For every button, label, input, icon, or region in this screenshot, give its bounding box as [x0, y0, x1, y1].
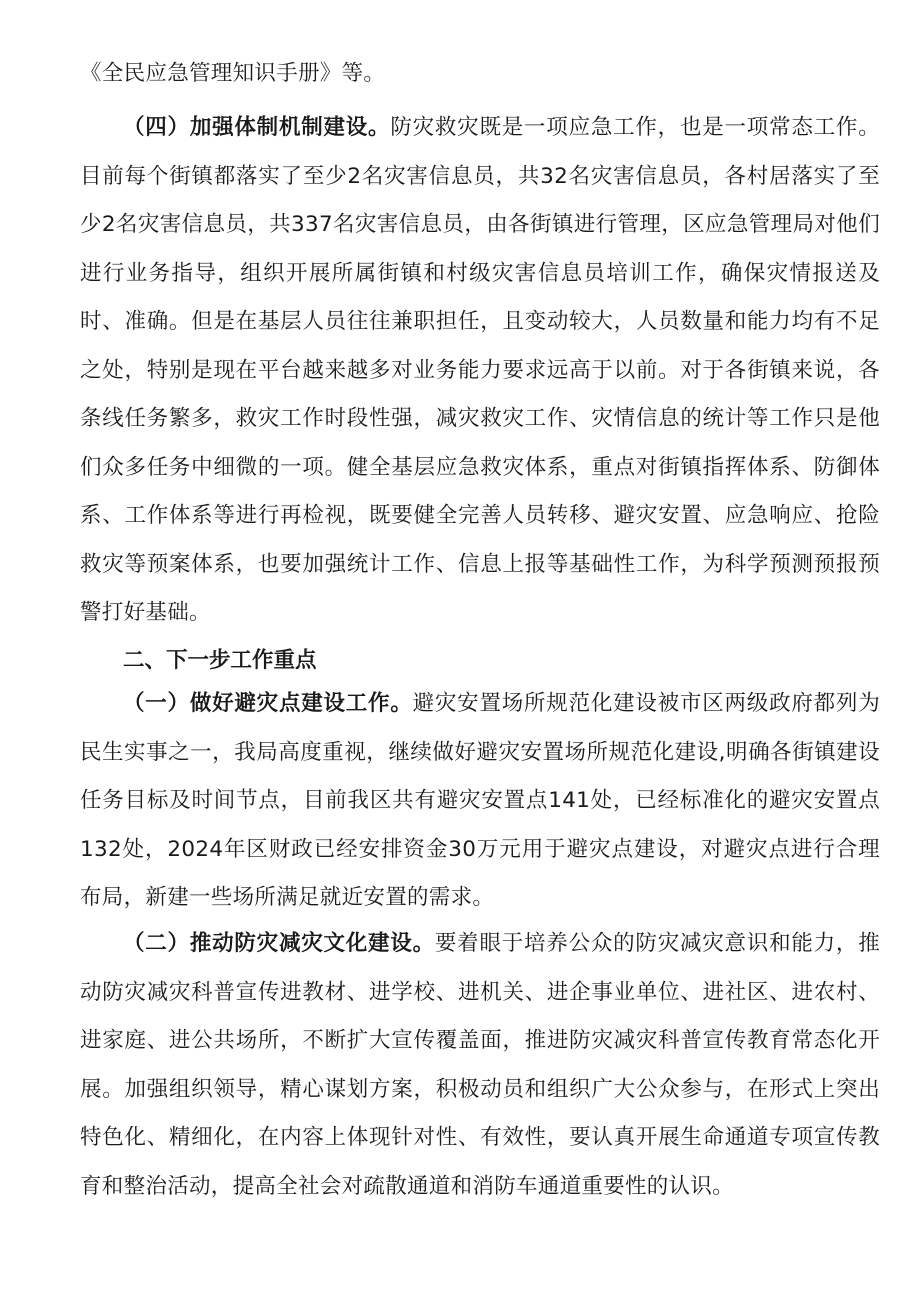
item-1-title: （一）做好避灾点建设工作。 — [123, 691, 413, 716]
paragraph-section-4 — [80, 104, 880, 638]
paragraph-fragment: 《全民应急管理知识手册》等。 — [80, 61, 386, 86]
heading-next-steps: 二、下一步工作重点 — [123, 648, 317, 673]
paragraph-item-2 — [80, 920, 880, 1211]
section-4-body: 防灾救灾既是一项应急工作，也是一项常态工作。目前每个街镇都落实了至少2名灾害信息员，共32名灾害信息员，各村居落实了至少2名灾害信息员，共337名灾害信息员，由各街镇进行管理，区应急管理局对他们进行业务指导，组织开展所属街镇和村级灾害信息员培训工作，确保灾情报送及时、准确。但是在基层人员往往兼职担任，且变动较大，人员数量和能力均有不足之处，特别是现在平台越来越多对业务能力要求远高于以前。对于各街镇来说，各条线任务繁多，救灾工作时段性强，减灾救灾工作、灾情信息的统计等工作只是他们众多任务中细微的一项。健全基层应急救灾体系，重点对街镇指挥体系、防御体系、工作体系等进行再检视，既要健全完善人员转移、避灾安置、应急响应、抢险救灾等预案体系，也要加强统计工作、信息上报等基础性工作，为科学预测预报预警打好基础。 — [80, 115, 880, 625]
item-1-body: 避灾安置场所规范化建设被市区两级政府都列为民生实事之一，我局高度重视，继续做好避灾安置场所规范化建设,明确各街镇建设任务目标及时间节点，目前我区共有避灾安置点141处，已经标准化的避灾安置点132处，2024年区财政已经安排资金30万元用于避灾点建设，对避灾点进行合理布局，新建一些场所满足就近安置的需求。 — [80, 691, 880, 910]
paragraph-item-1 — [80, 680, 880, 923]
item-2-body: 要着眼于培养公众的防灾减灾意识和能力，推动防灾减灾科普宣传进教材、进学校、进机关、进企事业单位、进社区、进农村、进家庭、进公共场所，不断扩大宣传覆盖面，推进防灾减灾科普宣传教育常态化开展。加强组织领导，精心谋划方案，积极动员和组织广大公众参与，在形式上突出特色化、精细化，在内容上体现针对性、有效性，要认真开展生命通道专项宣传教育和整治活动，提高全社会对疏散通道和消防车通道重要性的认识。 — [80, 931, 880, 1199]
item-2-title: （二）推动防灾减灾文化建设。 — [123, 931, 435, 956]
section-4-title: （四）加强体制机制建设。 — [123, 115, 391, 140]
